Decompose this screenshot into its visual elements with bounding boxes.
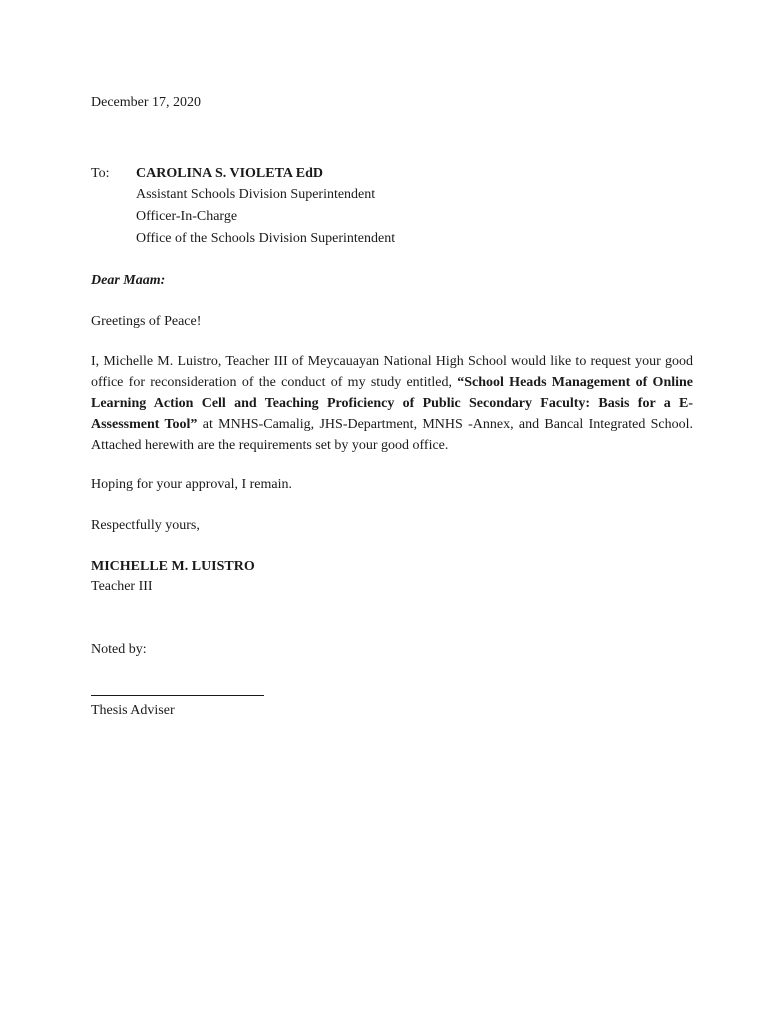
recipient-name: CAROLINA S. VIOLETA EdD	[136, 166, 323, 181]
thesis-adviser-label: Thesis Adviser	[91, 703, 175, 718]
noted-by-label: Noted by:	[91, 642, 147, 657]
sender-position: Teacher III	[91, 579, 153, 594]
greeting: Greetings of Peace!	[91, 314, 202, 329]
recipient-title: Assistant Schools Division Superintendent	[136, 187, 376, 202]
body-text-intro: I, Michelle M. Luistro, Teacher III of Meycauayan National High School would like to request your good office for reconsideration of the conduct of my study entitled,	[91, 354, 693, 390]
recipient-role: Officer-In-Charge	[136, 209, 238, 224]
study-title: “School Heads Management of Online Learning Action Cell and Teaching Proficiency of Public Secondary Faculty: Basis for a E-Assessment Tool”	[91, 375, 694, 432]
closing-line: Hoping for your approval, I remain.	[91, 477, 292, 492]
recipient-office: Office of the Schools Division Superintendent	[136, 231, 396, 246]
sender-name: MICHELLE M. LUISTRO	[91, 559, 255, 574]
body-text-rest: at MNHS-Camalig, JHS-Department, MNHS -Annex, and Bancal Integrated School. Attached herewith are the requirements set by your good office.	[91, 417, 693, 453]
to-label: To:	[91, 166, 110, 181]
complimentary-close: Respectfully yours,	[91, 518, 200, 533]
salutation: Dear Maam:	[91, 273, 166, 288]
body-paragraph	[91, 351, 693, 456]
signature-line	[91, 695, 264, 696]
letter-date: December 17, 2020	[91, 95, 202, 110]
